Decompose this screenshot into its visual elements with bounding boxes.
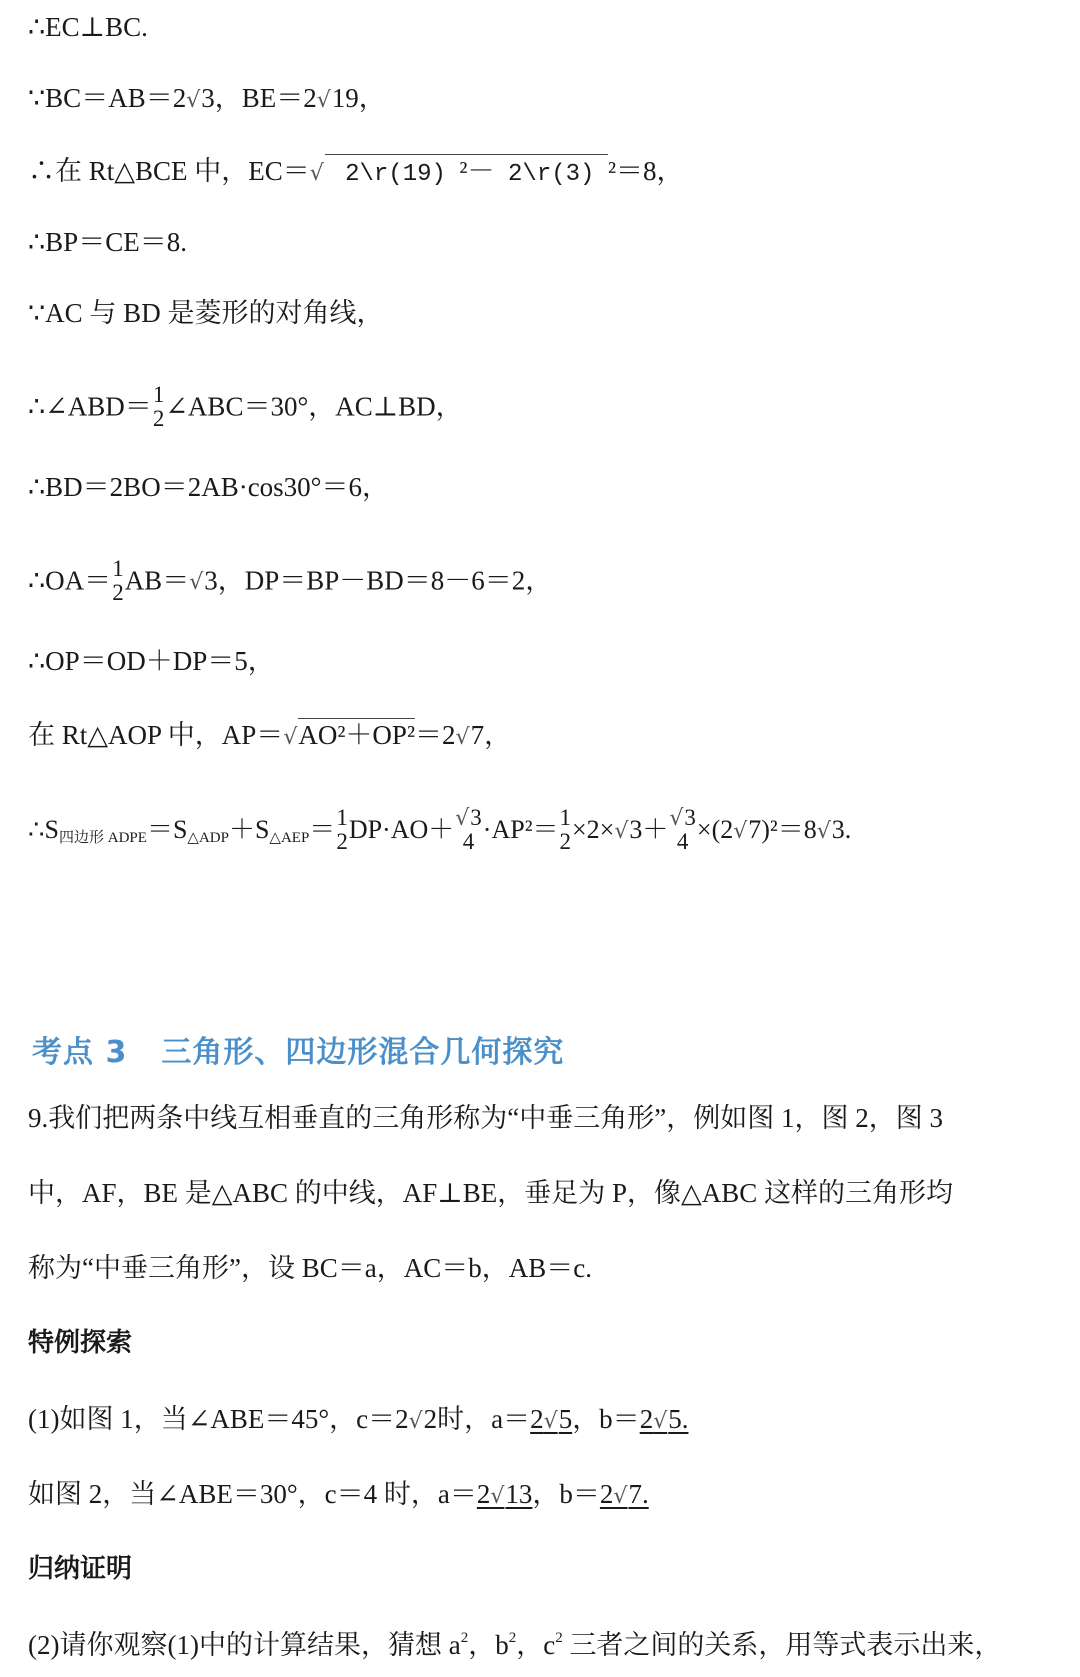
solution-line-3	[28, 158, 684, 187]
raw-radical: 2\r(19)	[345, 161, 446, 188]
sqrt-icon: √	[490, 1484, 505, 1509]
part-2-line	[28, 1632, 1001, 1659]
solution-line-4	[28, 229, 187, 256]
text: 3，BE＝2	[201, 83, 317, 113]
text: ∴EC⊥BC.	[28, 12, 148, 42]
fraction	[153, 383, 165, 431]
section-heading	[28, 1027, 564, 1071]
solution-line-8	[28, 556, 553, 607]
sqrt-icon: √	[186, 88, 201, 113]
text: ＝S	[146, 815, 188, 845]
special-line-1	[28, 1406, 688, 1433]
subheading-special	[28, 1330, 132, 1356]
text: (2)请你观察(1)中的计算结果，猜想 a	[28, 1630, 461, 1660]
text: 19，	[331, 83, 386, 113]
text: ，b＝	[532, 1479, 600, 1509]
numerator: 1	[559, 805, 571, 830]
superscript: 2	[460, 1630, 469, 1646]
text: 三者之间的关系，用等式表示出来，	[562, 1630, 1002, 1660]
text: 2	[476, 1479, 491, 1509]
answer-a	[530, 1404, 572, 1434]
denominator: 4	[462, 829, 475, 855]
subscript: △AEP	[269, 830, 310, 847]
radicand: AO²＋OP²	[298, 720, 416, 750]
numerator	[669, 806, 696, 830]
solution-line-2	[28, 85, 386, 112]
radicand	[325, 154, 608, 186]
question-text-line-1	[28, 1105, 943, 1132]
sqrt-icon: √	[614, 819, 629, 845]
text: ×2×	[572, 815, 615, 845]
heading-label: 考点 3	[32, 1035, 128, 1070]
denominator: 2	[559, 829, 571, 855]
heading-title: 三角形、四边形混合几何探究	[161, 1035, 565, 1070]
solution-line-10	[28, 722, 511, 749]
text: ×(2	[696, 815, 734, 845]
subscript: 四边形 ADPE	[59, 830, 147, 847]
sqrt-icon: √	[653, 1409, 668, 1434]
text: 3，DP＝BP－BD＝8－6＝2，	[204, 565, 553, 596]
text: 5.	[668, 1404, 689, 1434]
text: ∴BD＝2BO＝2AB·cos30°＝6，	[28, 472, 389, 502]
text: 2时，a＝	[423, 1404, 531, 1434]
text: ∠ABC＝30°，AC⊥BD，	[165, 391, 463, 422]
text: ∴S	[28, 815, 60, 845]
text: ，b＝	[572, 1404, 640, 1434]
text: ∴BP＝CE＝8.	[28, 227, 187, 257]
superscript: 2	[508, 1630, 517, 1646]
text: 3	[684, 805, 696, 830]
question-text-line-2	[28, 1180, 953, 1207]
text: 9.我们把两条中线互相垂直的三角形称为“中垂三角形”，例如图 1，图 2，图 3	[28, 1103, 943, 1133]
text: 称为“中垂三角形”，设 BC＝a，AC＝b，AB＝c.	[28, 1253, 592, 1283]
sqrt-icon: √	[316, 88, 331, 113]
numerator: 1	[152, 382, 165, 407]
fraction	[336, 806, 348, 854]
answer-b	[640, 1404, 689, 1434]
text: 特例探索	[28, 1328, 133, 1358]
text: ，b	[468, 1630, 509, 1660]
text: ∴在 Rt△BCE 中，EC＝	[28, 156, 310, 186]
special-line-2	[28, 1481, 649, 1508]
sqrt-icon: √	[408, 1409, 423, 1434]
text: 如图 2，当∠ABE＝30°，c＝4 时，a＝	[28, 1479, 477, 1509]
text: 7.	[628, 1479, 649, 1509]
sqrt-icon: √	[455, 806, 470, 831]
text: AB＝	[124, 565, 190, 596]
question-text-line-3	[28, 1255, 592, 1282]
fraction	[669, 806, 696, 854]
text: 2	[639, 1404, 654, 1434]
text: ∴OA＝	[28, 565, 112, 596]
sqrt-icon: √	[309, 161, 324, 186]
numerator: 1	[112, 556, 124, 581]
sqrt-icon: √	[816, 819, 831, 845]
text: ∴∠ABD＝	[28, 391, 152, 422]
denominator: 2	[112, 580, 124, 606]
text: ²＝8，	[607, 156, 684, 186]
denominator: 2	[336, 829, 348, 855]
text: 13	[505, 1479, 533, 1509]
text: 7)²＝8	[748, 815, 817, 845]
text: 5	[558, 1404, 573, 1434]
fraction	[560, 806, 572, 854]
text: ²－	[459, 156, 495, 186]
text: ＋S	[228, 815, 270, 845]
sqrt-icon: √	[669, 806, 684, 831]
fraction	[455, 806, 482, 854]
text: 3＋	[629, 815, 669, 845]
solution-line-9	[28, 648, 275, 675]
solution-line-5	[28, 300, 383, 327]
numerator: 1	[336, 805, 348, 830]
answer-a	[477, 1479, 533, 1509]
sqrt-icon: √	[543, 1409, 558, 1434]
solution-line-1	[28, 14, 148, 41]
denominator: 4	[676, 829, 689, 855]
text: ∵BC＝AB＝2	[28, 83, 187, 113]
text: ＝	[309, 815, 336, 845]
sqrt-icon: √	[283, 725, 298, 750]
sqrt-icon: √	[455, 725, 470, 750]
text: 中，AF，BE 是△ABC 的中线，AF⊥BE，垂足为 P，像△ABC 这样的三角形均	[28, 1178, 953, 1208]
text: ＝2	[415, 720, 456, 750]
text: 2	[599, 1479, 614, 1509]
answer-b	[600, 1479, 649, 1509]
raw-radical: 2\r(3)	[508, 161, 595, 188]
subscript: △ADP	[187, 830, 229, 847]
numerator	[455, 806, 482, 830]
text: 2	[530, 1404, 544, 1434]
text: 3.	[831, 815, 852, 845]
text: 7，	[470, 720, 512, 750]
solution-line-6	[28, 382, 463, 433]
text: ，c	[516, 1630, 556, 1660]
text: DP·AO＋	[348, 815, 455, 845]
sqrt-icon: √	[613, 1484, 628, 1509]
denominator: 2	[152, 406, 165, 432]
text: ·AP²＝	[482, 815, 559, 845]
text: (1)如图 1，当∠ABE＝45°，c＝2	[28, 1404, 409, 1434]
solution-line-11	[28, 805, 852, 856]
solution-line-7	[28, 474, 389, 501]
text: ∵AC 与 BD 是菱形的对角线，	[28, 298, 384, 328]
text: ∴OP＝OD＋DP＝5，	[28, 646, 275, 676]
text: 归纳证明	[28, 1554, 133, 1584]
text: 3	[470, 805, 482, 830]
superscript: 2	[555, 1630, 563, 1646]
fraction	[112, 557, 124, 605]
sqrt-icon: √	[733, 819, 748, 845]
sqrt-icon: √	[189, 570, 204, 596]
subheading-induce	[28, 1556, 132, 1582]
text: 在 Rt△AOP 中，AP＝	[28, 720, 284, 750]
